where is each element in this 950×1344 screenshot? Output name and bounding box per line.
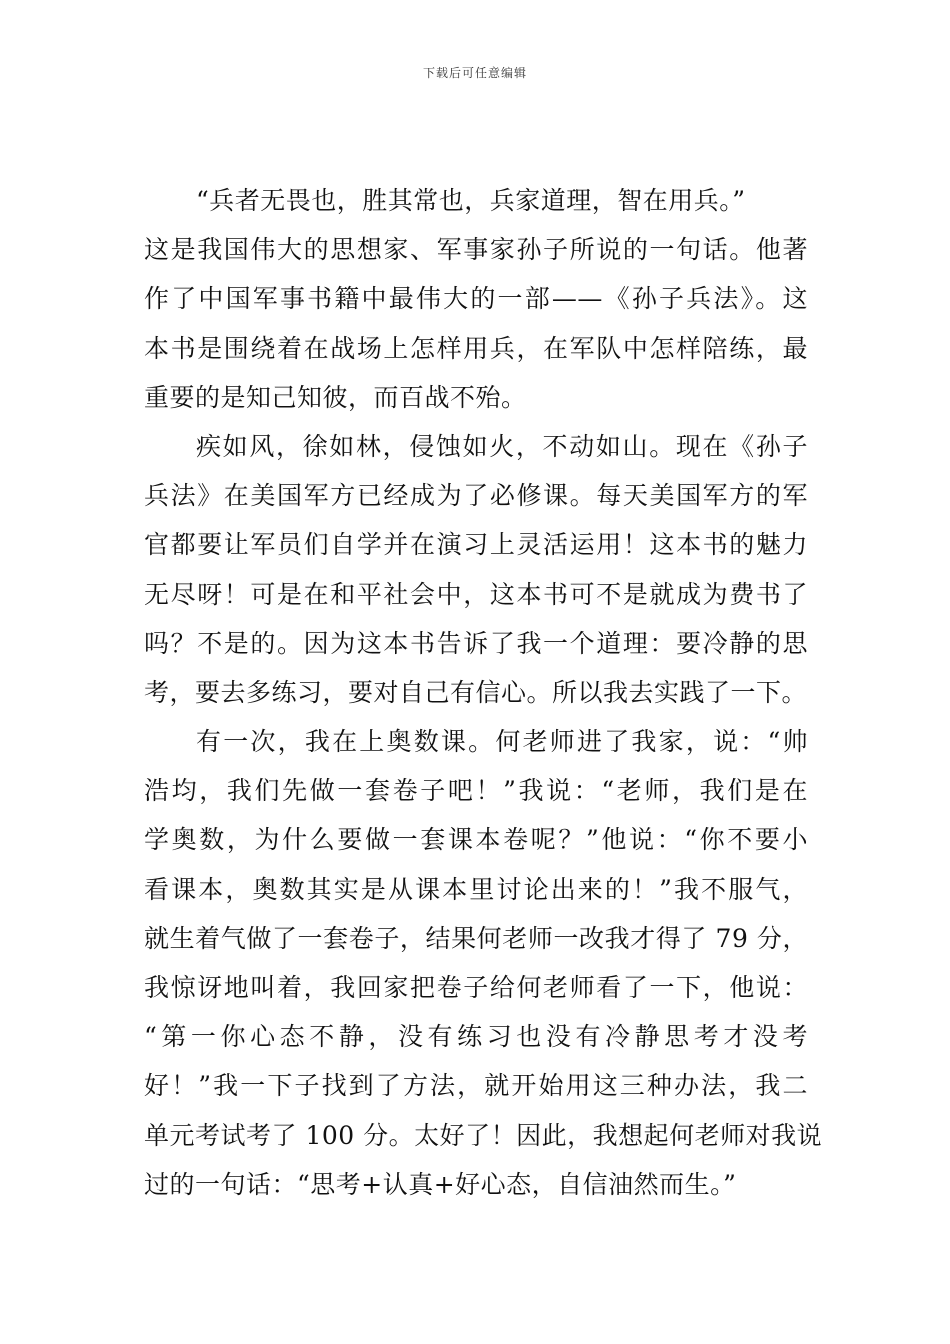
text-line: 本书是围绕着在战场上怎样用兵，在军队中怎样陪练，最 [144,333,808,363]
text-line: 过的一句话：“思考+认真+好心态，自信油然而生。” [144,1169,737,1199]
text-line: 吗？不是的。因为这本书告诉了我一个道理：要冷静的思 [144,628,808,658]
page-header-note: 下载后可任意编辑 [422,66,527,80]
text-line: 无尽呀！可是在和平社会中，这本书可不是就成为费书了 [144,579,808,609]
text-line: 我惊讶地叫着，我回家把卷子给何老师看了一下，他说： [144,973,808,1002]
text-line: 学奥数，为什么要做一套课本卷呢？”他说：“你不要小 [144,825,808,855]
text-line: 重要的是知己知彼，而百战不殆。 [144,382,527,412]
text-line: 看课本，奥数其实是从课本里讨论出来的！”我不服气， [144,874,808,904]
text-line: 兵法》在美国军方已经成为了必修课。每天美国军方的军 [144,481,808,511]
text-line: “兵者无畏也，胜其常也，兵家道理，智在用兵。” [196,186,746,215]
text-line: 官都要让军员们自学并在演习上灵活运用！这本书的魅力 [144,530,808,560]
text-line: 考，要去多练习，要对自己有信心。所以我去实践了一下。 [144,677,808,707]
text-line: 浩均，我们先做一套卷子吧！”我说：“老师，我们是在 [144,776,808,806]
text-line: 作了中国军事书籍中最伟大的一部——《孙子兵法》。这 [144,284,808,314]
text-line: 这是我国伟大的思想家、军事家孙子所说的一句话。他著 [144,235,808,265]
text-line: 有一次，我在上奥数课。何老师进了我家，说：“帅 [196,727,808,757]
text-line: “第一你心态不静，没有练习也没有冷静思考才没考 [144,1022,808,1052]
text-line: 就生着气做了一套卷子，结果何老师一改我才得了 79 分， [144,923,808,953]
text-line: 疾如风，徐如林，侵蚀如火，不动如山。现在《孙子 [196,431,808,461]
text-line: 单元考试考了 100 分。太好了！因此，我想起何老师对我说 [144,1120,823,1150]
article-body [144,176,823,1209]
text-line: 好！”我一下子找到了方法，就开始用这三种办法，我二 [144,1071,808,1101]
